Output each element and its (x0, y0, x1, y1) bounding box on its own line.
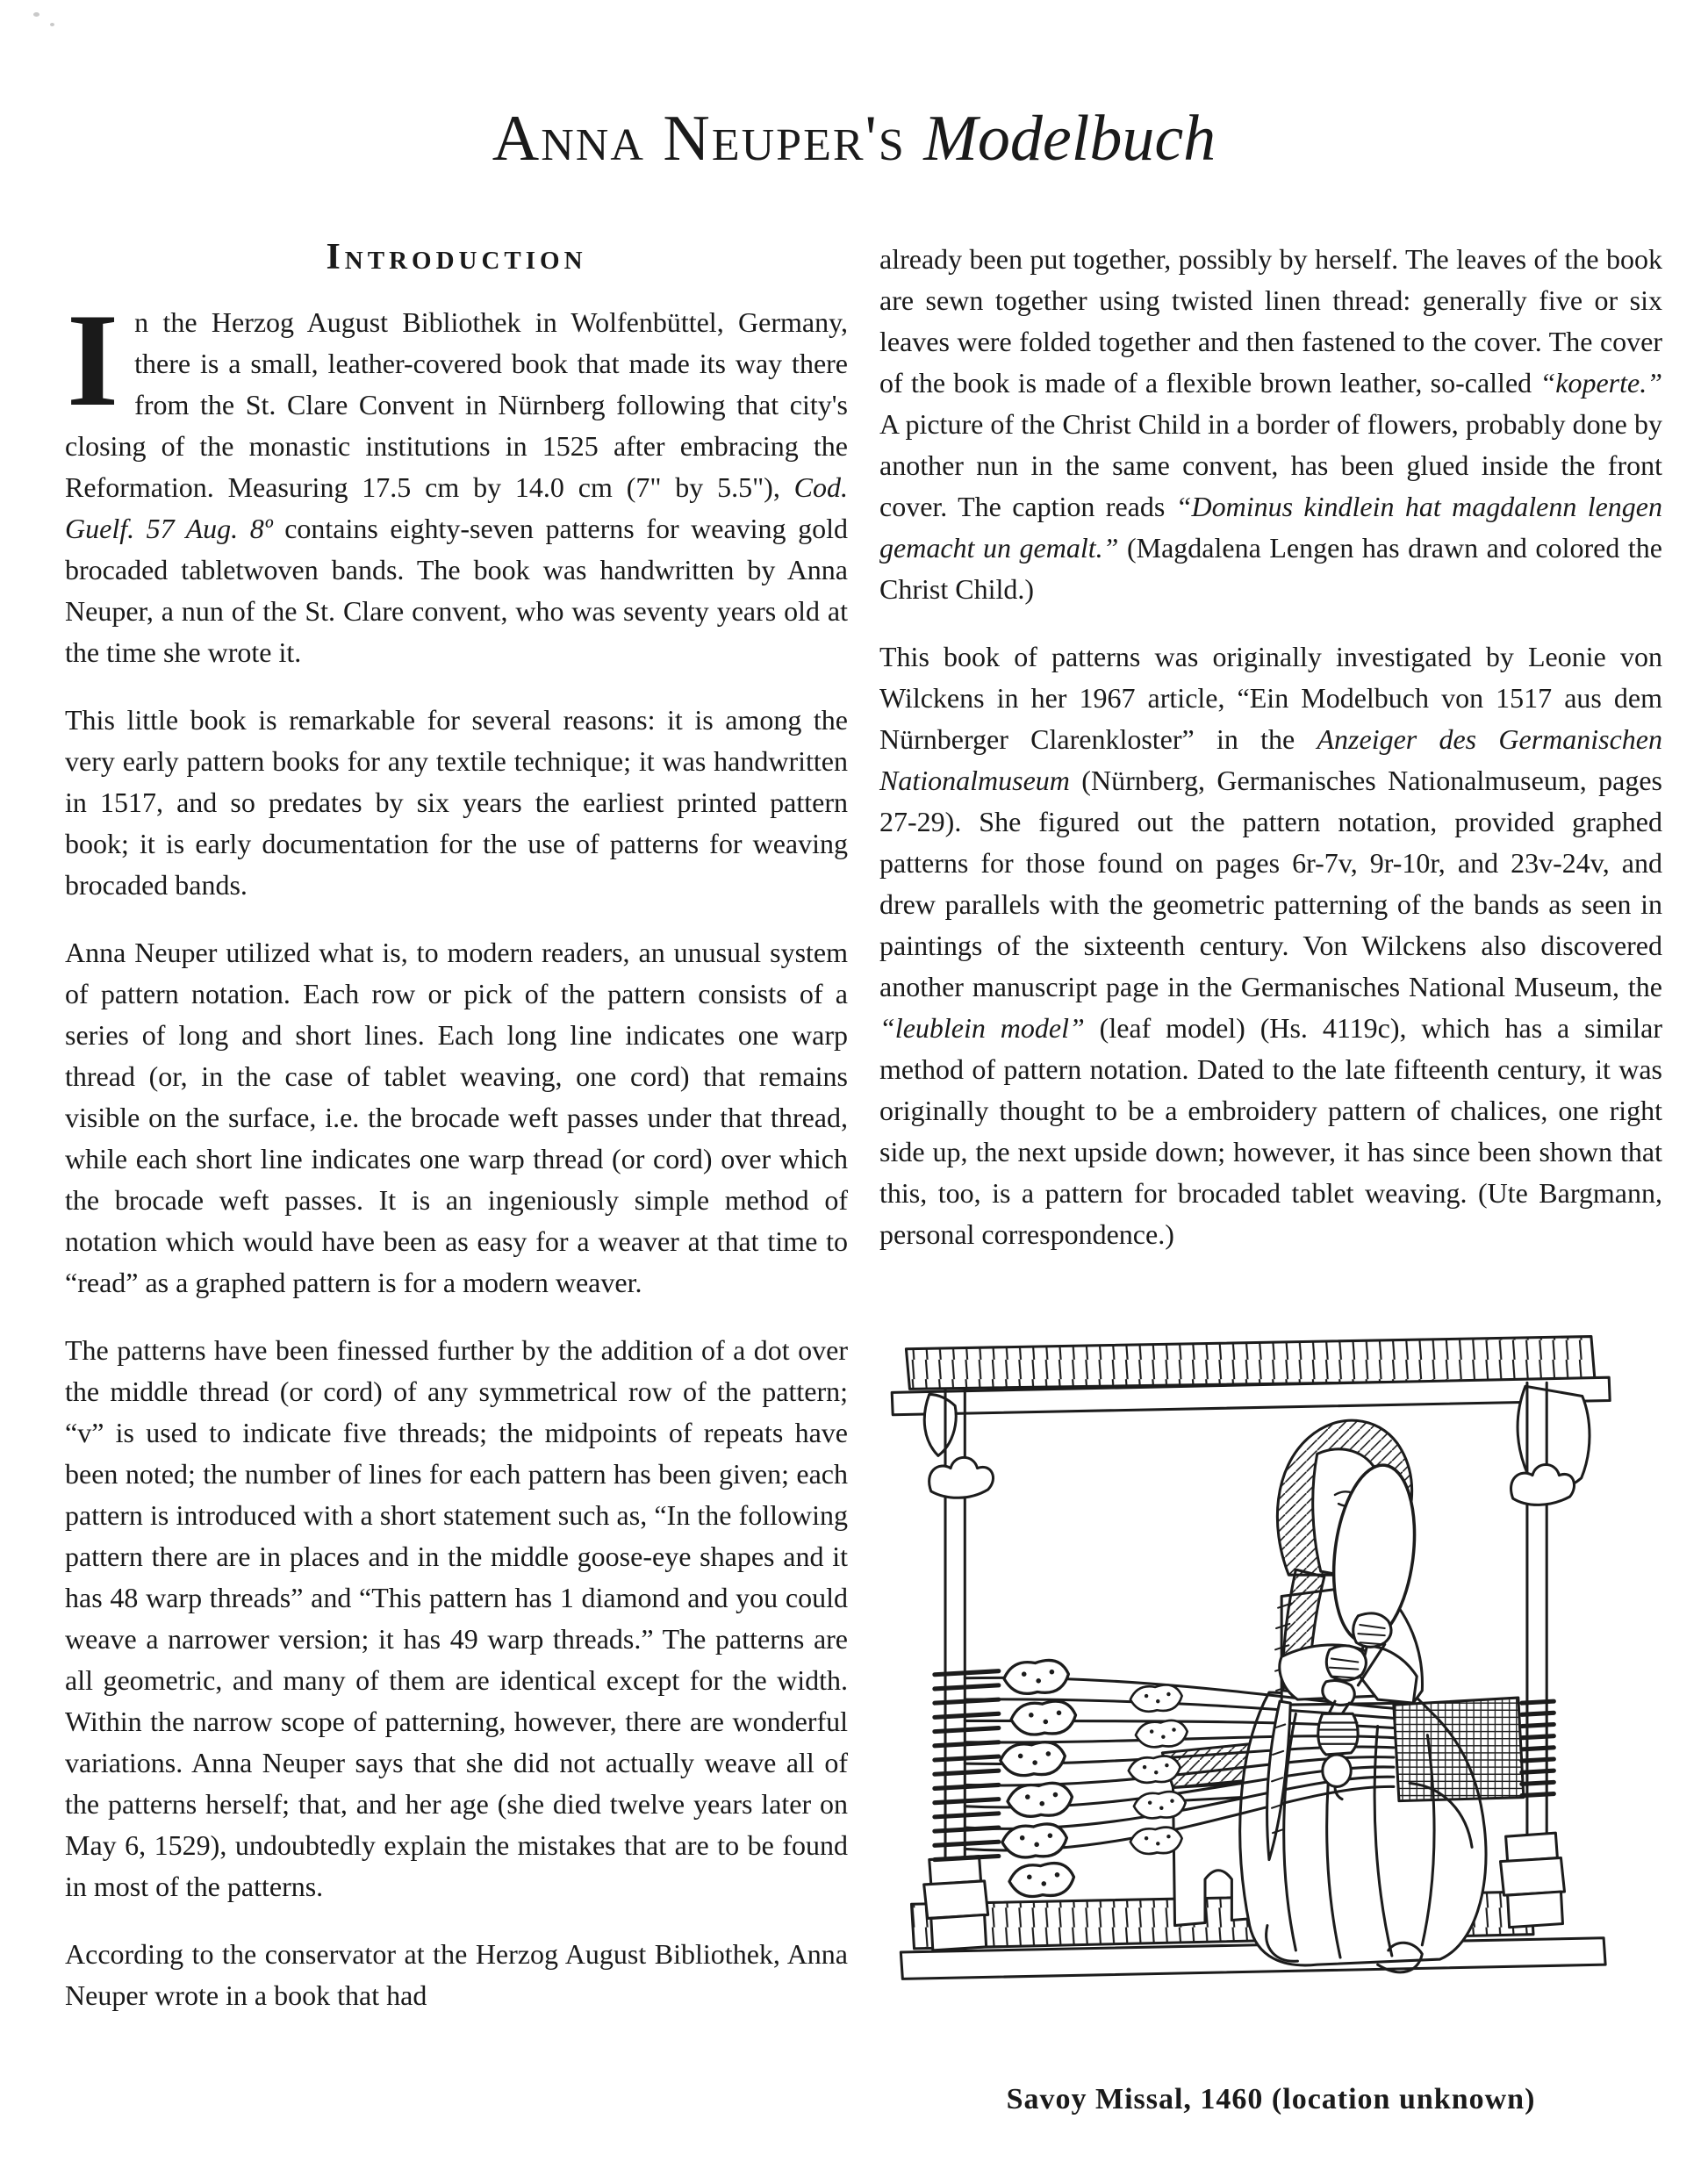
scan-artifact (50, 23, 54, 26)
right-column (879, 239, 1662, 2120)
figure-caption: Savoy Missal, 1460 (location unknown) (1006, 2082, 1536, 2115)
paragraph (65, 286, 848, 673)
page-title-name: Anna Neuper's (492, 103, 906, 175)
figure (879, 1301, 1662, 2120)
left-column (65, 239, 848, 2016)
loom-weaver-illustration (879, 1301, 1662, 2058)
page-title (0, 104, 1708, 175)
paragraph: This little book is remarkable for several reasons: it is among the very early pattern books for any textile technique; it was handwritten in 1517, and so predates by six years the earliest printed pattern book; it is early documentation for the use of patterns for weaving brocaded bands. (65, 704, 848, 901)
dropcap-initial: I (67, 286, 119, 434)
paragraph: The patterns have been finessed further by the addition of a dot over the middle thread (or cord) of any symmetrical row of the pattern; “v” is used to indicate five threads; the midpoints of repeats have been noted; the number of lines for each pattern has been given; each pattern is introduced with a short statement such as, “In the following pattern there are in places and in the middle goose-eye shapes and it has 48 warp threads” and “This pattern has 1 diamond and you could weave a narrower version; it has 49 warp threads.” The patterns are all geometric, and many of them are identical except for the width. Within the narrow scope of patterning, however, there are wonderful variations. Anna Neuper says that she did not actually weave all of the patterns herself; that, and her age (she died twelve years later on May 6, 1529), undoubtedly explain the mistakes that are to be found in most of the patterns. (65, 1334, 848, 1902)
paragraph: According to the conservator at the Herzog August Bibliothek, Anna Neuper wrote in a book that had (65, 1938, 848, 2011)
paragraph-text: n the Herzog August Bibliothek in Wolfenbüttel, Germany, there is a small, leather-covered book that made its way there from the St. Clare Convent in Nürnberg following that city's closing of the monastic institutions in 1525 after embracing the Reformation. Measuring 17.5 cm by 14.0 cm (7" by 5.5"), Cod. Guelf. 57 Aug. 8º contains eighty-seven patterns for weaving gold brocaded tabletwoven bands. The book was handwritten by Anna Neuper, a nun of the St. Clare convent, who was seventy years old at the time she wrote it. (65, 306, 848, 668)
paragraph: already been put together, possibly by herself. The leaves of the book are sewn together using twisted linen thread: generally five or six leaves were folded together and then fastened to the cover. The cover of the book is made of a flexible brown leather, so-called “koperte.” A picture of the Christ Child in a border of flowers, probably done by another nun in the same convent, has been glued inside the front cover. The caption reads “Dominus kindlein hat magdalenn lengen gemacht un gemalt.” (Magdalena Lengen has drawn and colored the Christ Child.) (879, 243, 1662, 605)
page-title-italic: Modelbuch (923, 103, 1216, 175)
paragraph: This book of patterns was originally investigated by Leonie von Wilckens in her 1967 article, “Ein Modelbuch von 1517 aus dem Nürnberger Clarenkloster” in the Anzeiger des Germanischen Nationalmuseum (Nürnberg, Germanisches Nationalmuseum, pages 27-29). She figured out the pattern notation, provided graphed patterns for those found on pages 6r-7v, 9r-10r, and 23v-24v, and drew parallels with the geometric patterning of the bands as seen in paintings of the sixteenth century. Von Wilckens also discovered another manuscript page in the Germanisches National Museum, the “leublein model” (leaf model) (Hs. 4119c), which has a similar method of pattern notation. Dated to the late fifteenth century, it was originally thought to be a embroidery pattern of chalices, one right side up, the next upside down; however, it has since been shown that this, too, is a pattern for brocaded tablet weaving. (Ute Bargmann, personal correspondence.) (879, 641, 1663, 1250)
scan-artifact (33, 12, 39, 17)
section-heading-introduction: Introduction (326, 237, 587, 277)
paragraph: Anna Neuper utilized what is, to modern readers, an unusual system of pattern notation. Each row or pick of the pattern consists of a series of long and short lines. Each long line indicates one warp thread (or, in the case of tablet weaving, one cord) that remains visible on the surface, i.e. the brocade weft passes under that thread, while each short line indicates one warp thread (or cord) over which the brocade weft passes. It is an ingeniously simple method of notation which would have been as easy for a weaver at that time to “read” as a graphed pattern is for a modern weaver. (65, 937, 848, 1298)
